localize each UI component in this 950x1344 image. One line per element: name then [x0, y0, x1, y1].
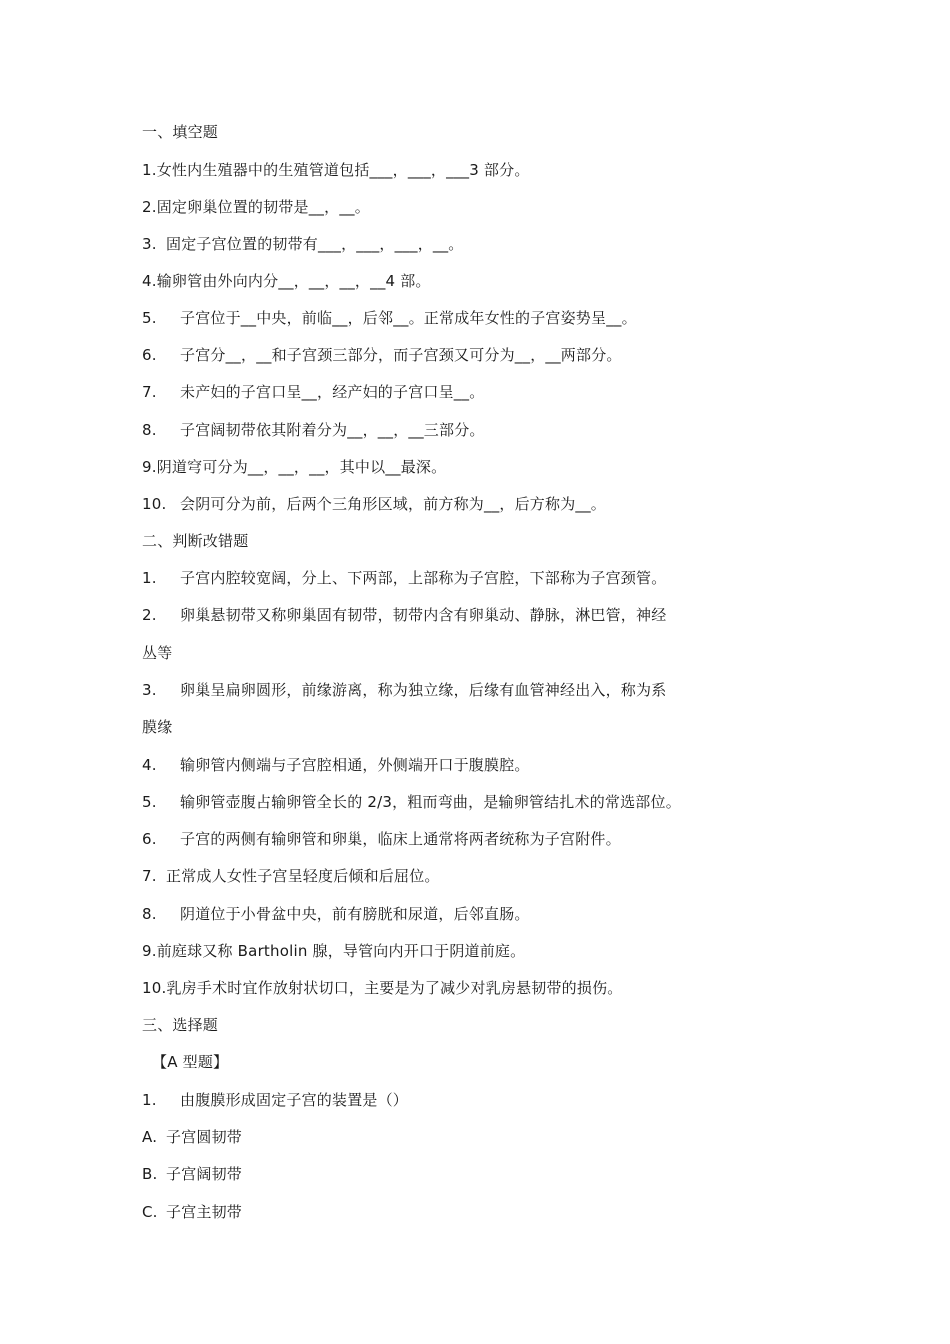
item-number: 9.	[142, 942, 157, 960]
true-false-item-2-continuation: 丛等	[142, 644, 173, 662]
item-text: 卵巢悬韧带又称卵巢固有韧带，韧带内含有卵巢动、静脉，淋巴管，神经	[180, 606, 667, 624]
item-number: 9.	[142, 458, 157, 476]
item-number: 7.	[142, 383, 157, 401]
item-text: 固定卵巢位置的韧带是__，__。	[156, 198, 370, 216]
item-text: 子宫位于__中央，前临__，后邻__。正常成年女性的子宫姿势呈__。	[180, 309, 637, 327]
option-text: 子宫阔韧带	[166, 1165, 243, 1183]
choice-option-c	[142, 1202, 242, 1222]
fill-blank-item-3	[142, 234, 464, 254]
choice-question-1	[142, 1090, 408, 1110]
true-false-item-4	[142, 755, 530, 775]
item-text: 未产妇的子宫口呈__，经产妇的子宫口呈__。	[180, 383, 485, 401]
choice-option-b	[142, 1164, 242, 1184]
fill-blank-item-8	[142, 420, 485, 440]
fill-blank-item-9	[142, 457, 446, 477]
item-number: 2.	[142, 606, 157, 624]
item-number: 3.	[142, 681, 157, 699]
item-number: 8.	[142, 421, 157, 439]
item-number: 5.	[142, 793, 157, 811]
item-text: 子宫阔韧带依其附着分为__，__，__三部分。	[180, 421, 485, 439]
item-text: 前庭球又称 Bartholin 腺，导管向内开口于阴道前庭。	[156, 942, 526, 960]
true-false-item-6	[142, 829, 621, 849]
fill-blank-item-4	[142, 271, 431, 291]
item-number: 7.	[142, 867, 157, 885]
item-number: 1.	[142, 569, 157, 587]
item-text: 输卵管由外向内分__，__，__，__4 部。	[156, 272, 431, 290]
item-number: 1.	[142, 1091, 157, 1109]
true-false-item-7	[142, 866, 440, 886]
subheading-type-a: 【A 型题】	[152, 1053, 229, 1071]
true-false-item-3	[142, 680, 666, 700]
true-false-item-5	[142, 792, 681, 812]
option-label: A.	[142, 1128, 158, 1146]
item-text: 子宫内腔较宽阔，分上、下两部，上部称为子宫腔，下部称为子宫颈管。	[180, 569, 667, 587]
item-number: 2.	[142, 198, 157, 216]
true-false-item-10	[142, 978, 622, 998]
item-number: 1.	[142, 161, 157, 179]
item-text: 固定子宫位置的韧带有___，___，___，__。	[166, 235, 464, 253]
item-number: 8.	[142, 905, 157, 923]
item-number: 6.	[142, 346, 157, 364]
option-label: C.	[142, 1203, 158, 1221]
item-number: 6.	[142, 830, 157, 848]
item-text: 卵巢呈扁卵圆形，前缘游离，称为独立缘，后缘有血管神经出入，称为系	[180, 681, 667, 699]
item-number: 10.	[142, 495, 167, 513]
option-text: 子宫主韧带	[166, 1203, 243, 1221]
fill-blank-item-5	[142, 308, 637, 328]
fill-blank-item-2	[142, 197, 370, 217]
item-text: 阴道穹可分为__，__，__，其中以__最深。	[156, 458, 447, 476]
true-false-item-8	[142, 904, 530, 924]
section-heading-multiple-choice: 三、选择题	[142, 1016, 219, 1034]
item-text: 乳房手术时宜作放射状切口，主要是为了减少对乳房悬韧带的损伤。	[166, 979, 623, 997]
item-number: 10.	[142, 979, 167, 997]
item-text: 阴道位于小骨盆中央，前有膀胱和尿道，后邻直肠。	[180, 905, 530, 923]
true-false-item-9	[142, 941, 525, 961]
item-number: 3.	[142, 235, 157, 253]
item-text: 正常成人女性子宫呈轻度后倾和后屈位。	[166, 867, 440, 885]
item-number: 4.	[142, 272, 157, 290]
fill-blank-item-7	[142, 382, 484, 402]
item-text: 会阴可分为前，后两个三角形区域，前方称为__，后方称为__。	[180, 495, 607, 513]
item-number: 4.	[142, 756, 157, 774]
item-number: 5.	[142, 309, 157, 327]
fill-blank-item-6	[142, 345, 622, 365]
true-false-item-3-continuation: 膜缘	[142, 718, 173, 736]
item-text: 子宫的两侧有输卵管和卵巢，临床上通常将两者统称为子宫附件。	[180, 830, 621, 848]
true-false-item-1	[142, 568, 666, 588]
item-text: 由腹膜形成固定子宫的装置是（）	[180, 1091, 409, 1109]
choice-option-a	[142, 1127, 242, 1147]
section-heading-true-false: 二、判断改错题	[142, 532, 249, 550]
item-text: 输卵管内侧端与子宫腔相通，外侧端开口于腹膜腔。	[180, 756, 530, 774]
option-text: 子宫圆韧带	[166, 1128, 243, 1146]
item-text: 子宫分__，__和子宫颈三部分，而子宫颈又可分为__，__两部分。	[180, 346, 622, 364]
section-heading-fill-blank: 一、填空题	[142, 123, 219, 141]
option-label: B.	[142, 1165, 158, 1183]
fill-blank-item-1	[142, 160, 530, 180]
item-text: 女性内生殖器中的生殖管道包括___，___，___3 部分。	[156, 161, 530, 179]
true-false-item-2	[142, 605, 666, 625]
fill-blank-item-10	[142, 494, 606, 514]
item-text: 输卵管壶腹占输卵管全长的 2/3，粗而弯曲，是输卵管结扎术的常选部位。	[180, 793, 681, 811]
